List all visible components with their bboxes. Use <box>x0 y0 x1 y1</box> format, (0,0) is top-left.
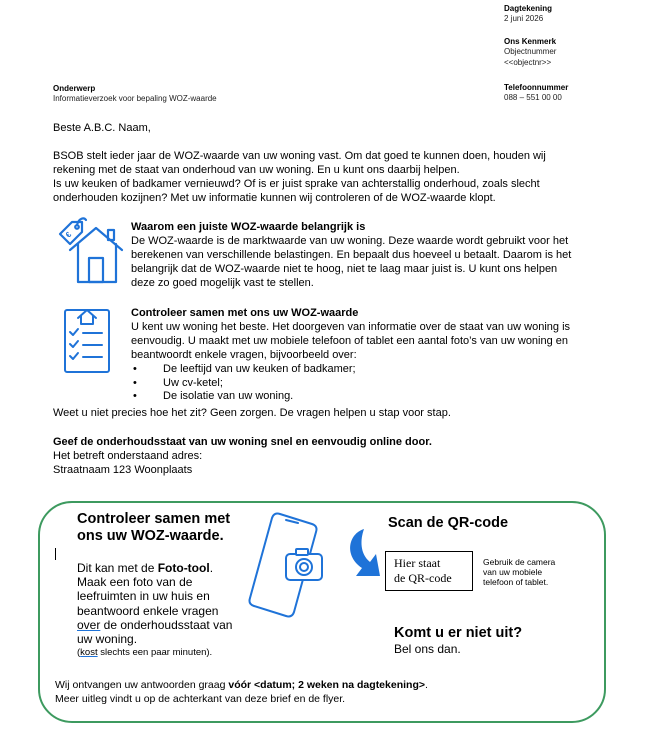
bullet-list <box>131 363 356 404</box>
salutation: Beste A.B.C. Naam, <box>53 122 151 134</box>
help-text: Bel ons dan. <box>394 642 461 656</box>
section2-title: Controleer samen met ons uw WOZ-waarde <box>131 307 359 319</box>
box-heading-line: ons uw WOZ-waarde. <box>77 528 224 544</box>
bullet-item: • De leeftijd van uw keuken of badkamer; <box>131 363 356 377</box>
section1-line: De WOZ-waarde is de marktwaarde van uw woning. Deze waarde wordt gebruikt voor het <box>131 235 569 247</box>
instruction-line: Dit kan met de Foto-tool. <box>77 561 214 575</box>
instruction-line: leefruimten in uw huis en <box>77 589 210 604</box>
section1-line: belangrijk dat de WOZ-waarde niet te hoog, niet te laag maar juist is. U kunt ons helpen <box>131 263 558 275</box>
instruction-line: uw woning. <box>77 632 138 647</box>
section1-line: deze zo goed mogelijk vast te stellen. <box>131 277 314 289</box>
instruction-line: over de onderhoudsstaat van <box>77 617 233 632</box>
online-title: Geef de onderhoudsstaat van uw woning snel en eenvoudig online door. <box>53 436 432 448</box>
bullet-item: • Uw cv-ketel; <box>131 377 356 391</box>
intro-line: onderhouden kozijnen? Met uw informatie kunnen wij controleren of de WOZ-waarde klopt. <box>53 192 496 204</box>
box-instructions <box>77 561 232 646</box>
scan-qr-title: Scan de QR-code <box>388 515 509 531</box>
section2-line: beantwoordt enkele vragen, bijvoorbeeld over: <box>131 349 357 361</box>
clipboard-checklist-icon <box>62 304 112 374</box>
camera-line: telefoon of tablet. <box>483 577 549 587</box>
svg-text:€: € <box>63 230 74 240</box>
qr-line: de QR-code <box>394 571 452 585</box>
text-cursor <box>55 548 56 560</box>
camera-line: van uw mobiele <box>483 567 543 577</box>
reference-label: Ons Kenmerk <box>504 37 557 46</box>
section1-body <box>131 234 571 290</box>
section1-line: berekenen van verschillende belastingen. En bepaalt dus hoeveel u betaalt. Daarom is het <box>131 249 572 261</box>
intro-line: Is uw keuken of badkamer vernieuwd? Of is er juist sprake van achterstallig onderhoud, zoals slecht <box>53 178 540 190</box>
section1-title: Waarom een juiste WOZ-waarde belangrijk is <box>131 221 366 233</box>
phone-camera-icon <box>248 510 330 622</box>
section2-line: U kent uw woning het beste. Het doorgeven van informatie over de staat van uw woning is <box>131 321 571 333</box>
section2-line: eenvoudig. U maakt met uw mobiele telefoon of tablet een aantal foto’s van uw woning en <box>131 335 569 347</box>
camera-line: Gebruik de camera <box>483 557 556 567</box>
reassurance-text: Weet u niet precies hoe het zit? Geen zorgen. De vragen helpen u stap voor stap. <box>53 407 451 419</box>
qr-line: Hier staat <box>394 556 441 570</box>
subject-value: Informatieverzoek voor bepaling WOZ-waarde <box>53 94 217 103</box>
instruction-line: Maak een foto van de <box>77 575 193 590</box>
reference-line2: <<objectnr>> <box>504 58 552 67</box>
address: Straatnaam 123 Woonplaats <box>53 464 193 476</box>
phone-value: 088 – 551 00 00 <box>504 93 562 102</box>
box-heading <box>77 511 230 545</box>
reference-line1: Objectnummer <box>504 47 557 56</box>
subject-label: Onderwerp <box>53 84 96 93</box>
deadline-text: Wij ontvangen uw antwoorden graag vóór <datum; 2 weken na dagtekening>. <box>55 679 428 691</box>
duration-note: (kost slechts een paar minuten). <box>77 647 213 658</box>
more-info-text: Meer uitleg vindt u op de achterkant van deze brief en de flyer. <box>55 693 346 705</box>
section2-body <box>131 320 570 362</box>
box-heading-line: Controleer samen met <box>77 511 231 527</box>
address-intro: Het betreft onderstaand adres: <box>53 450 203 462</box>
intro-paragraph <box>53 149 546 205</box>
date-label: Dagtekening <box>504 4 553 13</box>
camera-instructions <box>483 557 555 587</box>
intro-line: BSOB stelt ieder jaar de WOZ-waarde van uw woning vast. Om dat goed te kunnen doen, houden wij <box>53 150 546 162</box>
bullet-item: • De isolatie van uw woning. <box>131 390 356 404</box>
qr-code-placeholder <box>385 551 473 591</box>
instruction-line: beantwoord enkele vragen <box>77 603 219 618</box>
phone-label: Telefoonnummer <box>504 83 569 92</box>
date-value: 2 juni 2026 <box>504 14 544 23</box>
help-title: Komt u er niet uit? <box>394 625 523 641</box>
intro-line: rekening met de staat van onderhoud van uw woning. En u kunt ons daarbij helpen. <box>53 164 460 176</box>
house-price-tag-icon <box>56 214 128 286</box>
